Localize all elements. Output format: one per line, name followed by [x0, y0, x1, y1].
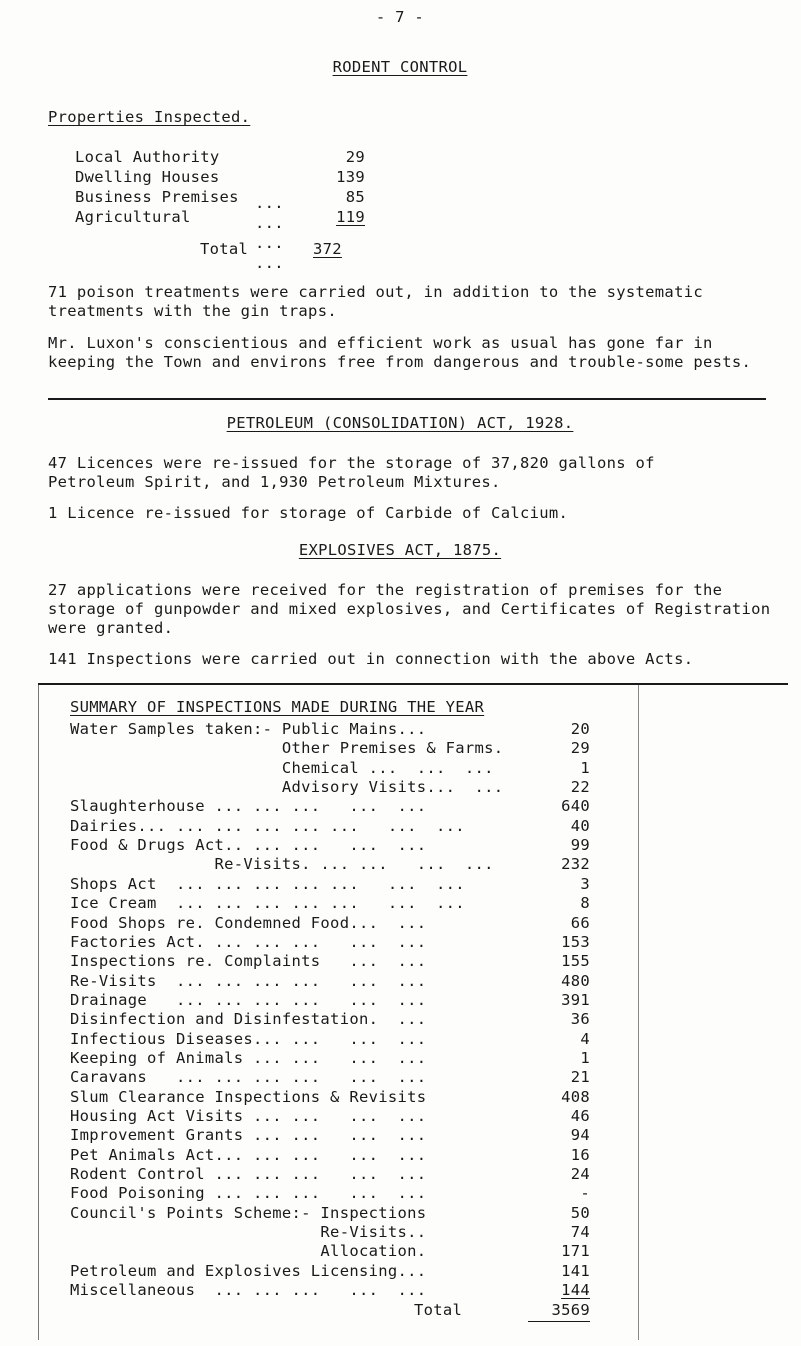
row-value: 29: [345, 148, 365, 166]
summary-row-label: Caravans ... ... ... ... ... ...: [70, 1068, 427, 1087]
summary-row-label: Slum Clearance Inspections & Revisits: [70, 1087, 427, 1106]
summary-row-value: 16: [570, 1145, 590, 1164]
summary-row-value: 21: [570, 1068, 590, 1087]
summary-row-value: 640: [561, 797, 590, 816]
properties-total-label: Total: [200, 240, 249, 258]
summary-row-value: 94: [570, 1126, 590, 1145]
summary-row: [70, 1279, 590, 1302]
summary-table: [70, 718, 590, 1328]
summary-row-label: Inspections re. Complaints ... ...: [70, 952, 427, 971]
summary-row-value: 46: [570, 1107, 590, 1125]
summary-row-label: Water Samples taken:- Public Mains...: [70, 720, 427, 738]
row-label: Dwelling Houses: [75, 168, 220, 186]
summary-row-label: Dairies... ... ... ... ... ... ... ...: [70, 816, 465, 835]
summary-row-value: 36: [570, 1010, 590, 1029]
petroleum-licences-paragraph: 47 Licences were re-issued for the storage of 37,820 gallons of Petroleum Spirit, and 1,930 Petroleum Mixtures.: [48, 454, 655, 491]
summary-row-value: 391: [561, 990, 590, 1009]
summary-total-value: 3569: [551, 1300, 590, 1319]
summary-row-label: Food & Drugs Act.. ... ... ... ...: [70, 836, 427, 855]
summary-row-label: Advisory Visits... ...: [70, 778, 504, 797]
summary-row-label: Food Poisoning ... ... ... ... ...: [70, 1184, 427, 1203]
summary-row-label: Pet Animals Act... ... ... ... ...: [70, 1145, 427, 1164]
carbide-licence-paragraph: 1 Licence re-issued for storage of Carbide of Calcium.: [48, 504, 569, 522]
summary-row-label: Petroleum and Explosives Licensing...: [70, 1261, 427, 1280]
row-dots: ...: [255, 254, 284, 272]
explosives-act-heading: EXPLOSIVES ACT, 1875.: [298, 541, 502, 559]
row-label: Agricultural: [75, 208, 191, 226]
summary-row-value: 232: [561, 855, 590, 874]
summary-row-label: Miscellaneous ... ... ... ... ...: [70, 1281, 427, 1300]
petroleum-act-heading: PETROLEUM (CONSOLIDATION) ACT, 1928.: [226, 414, 574, 432]
summary-row-label: Re-Visits ... ... ... ... ... ...: [70, 971, 427, 990]
row-value: 139: [336, 168, 365, 186]
summary-row-value: 40: [570, 816, 590, 835]
summary-row-value: 4: [580, 1029, 590, 1048]
summary-row-label: Housing Act Visits ... ... ... ...: [70, 1107, 427, 1125]
row-label: Business Premises: [75, 188, 239, 206]
summary-total-underline: [528, 1321, 590, 1322]
summary-right-border: [638, 685, 639, 1340]
rodent-control-heading: RODENT CONTROL: [332, 58, 468, 76]
summary-row-value: 24: [570, 1165, 590, 1184]
summary-row-value: -: [580, 1184, 590, 1203]
summary-row-value: 29: [570, 739, 590, 758]
summary-row-label: Allocation.: [70, 1242, 427, 1261]
summary-row-value: 74: [570, 1223, 590, 1242]
page-number: - 7 -: [375, 8, 425, 26]
summary-row-label: Chemical ... ... ...: [70, 758, 494, 777]
row-label: Local Authority: [75, 148, 220, 166]
summary-row-value: 50: [570, 1203, 590, 1222]
summary-row-value: 66: [570, 913, 590, 932]
summary-row-value: 141: [561, 1261, 590, 1280]
summary-row-label: Factories Act. ... ... ... ... ...: [70, 932, 427, 951]
summary-row-label: Shops Act ... ... ... ... ... ... ...: [70, 874, 465, 893]
summary-row-label: Council's Points Scheme:- Inspections: [70, 1203, 427, 1222]
summary-row-label: Infectious Diseases... ... ... ...: [70, 1029, 427, 1048]
summary-row-label: Food Shops re. Condemned Food... ...: [70, 913, 427, 932]
summary-row-value: 480: [561, 971, 590, 990]
summary-row-label: Re-Visits. ... ... ... ...: [70, 855, 494, 874]
summary-top-rule: [38, 683, 788, 685]
row-dots: ...: [255, 194, 284, 212]
summary-row-value: 22: [570, 778, 590, 797]
summary-row-value: 3: [580, 874, 590, 893]
properties-total-value: 372: [313, 240, 342, 258]
summary-left-border: [38, 685, 39, 1340]
summary-row-value: 155: [561, 952, 590, 971]
summary-row-label: Rodent Control ... ... ... ... ...: [70, 1165, 427, 1184]
summary-heading: SUMMARY OF INSPECTIONS MADE DURING THE YEAR: [70, 698, 485, 716]
summary-row-value: 153: [561, 932, 590, 951]
summary-row-label: Slaughterhouse ... ... ... ... ...: [70, 797, 427, 816]
section-divider: [48, 398, 766, 400]
summary-row-label: Drainage ... ... ... ... ... ...: [70, 990, 427, 1009]
summary-row-value: 20: [570, 720, 590, 738]
summary-row-label: Improvement Grants ... ... ... ...: [70, 1126, 427, 1145]
summary-row-label: Ice Cream ... ... ... ... ... ... ...: [70, 894, 465, 913]
summary-row-value: 8: [580, 894, 590, 913]
summary-row-value: 144: [561, 1281, 590, 1300]
poison-treatments-paragraph: 71 poison treatments were carried out, in addition to the systematic treatments with the gin traps.: [48, 283, 703, 320]
summary-row-value: 171: [561, 1242, 590, 1261]
summary-row-label: Keeping of Animals ... ... ... ...: [70, 1048, 427, 1067]
explosives-applications-paragraph: 27 applications were received for the registration of premises for the storage of gunpowder and mixed explosives, and Certificates of Registration were granted.: [48, 581, 771, 637]
summary-row-value: 1: [580, 758, 590, 777]
row-dots: ...: [255, 234, 284, 252]
summary-row-label: Re-Visits..: [70, 1223, 427, 1242]
row-dots: ...: [255, 214, 284, 232]
summary-row-value: 99: [570, 836, 590, 855]
row-value: 85: [345, 188, 365, 206]
summary-row-value: 408: [561, 1087, 590, 1106]
summary-row-value: 1: [580, 1048, 590, 1067]
luxon-paragraph: Mr. Luxon's conscientious and efficient work as usual has gone far in keeping the Town and environs free from dangerous and trouble-some pests.: [48, 334, 752, 371]
properties-inspected-subheading: Properties Inspected.: [48, 108, 251, 126]
summary-total-label: Total: [414, 1300, 463, 1319]
row-value: 119: [336, 208, 365, 226]
explosives-inspections-paragraph: 141 Inspections were carried out in connection with the above Acts.: [48, 650, 694, 668]
summary-row-label: Disinfection and Disinfestation. ...: [70, 1010, 427, 1029]
summary-row-label: Other Premises & Farms.: [70, 739, 504, 758]
